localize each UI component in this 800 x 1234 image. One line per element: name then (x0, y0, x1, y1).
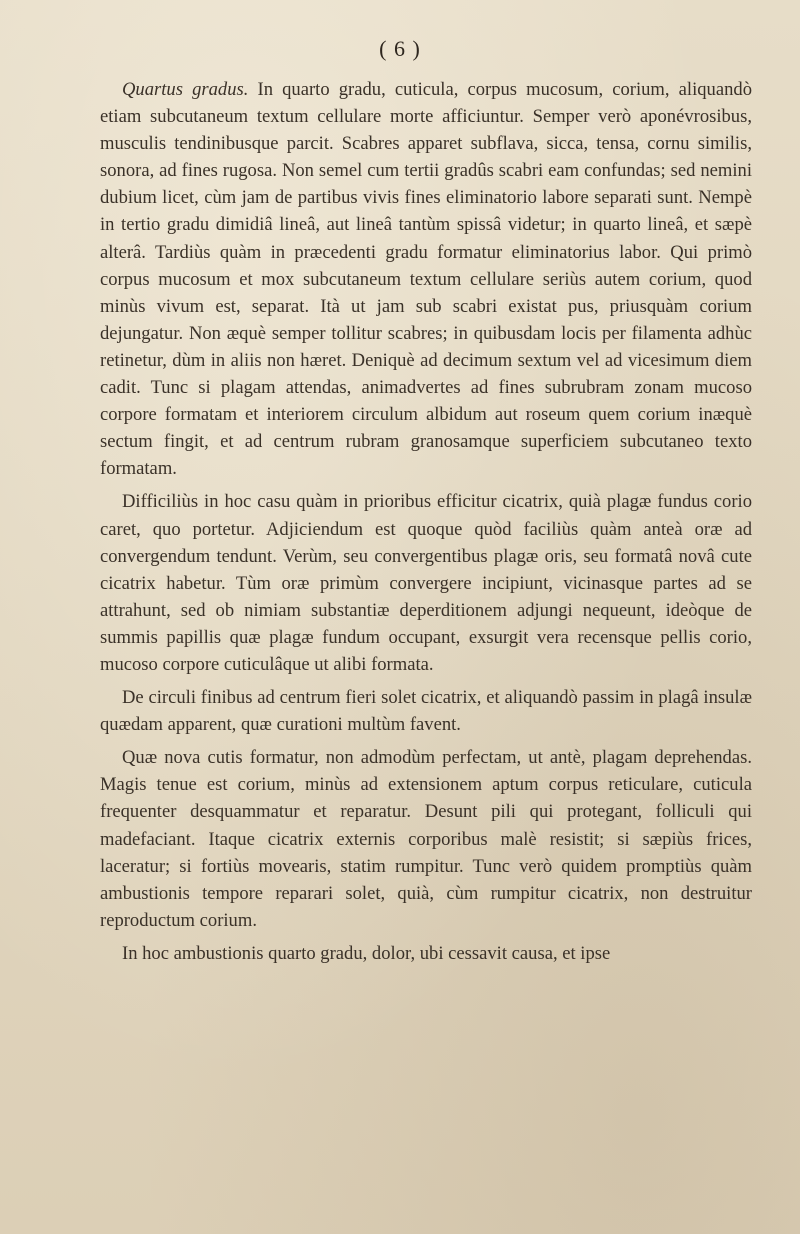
page-number-header: ( 6 ) (379, 36, 421, 61)
paragraph-de-circuli: De circuli finibus ad centrum fieri solet cicatrix, et aliquandò passim in plagâ insulæ quædam apparent, quæ curationi multùm favent. (100, 687, 752, 736)
paragraph-in-hoc-ambustionis: In hoc ambustionis quarto gradu, dolor, ubi cessavit causa, et ipse (122, 942, 611, 964)
section-heading-italic: Quartus gradus. (122, 79, 249, 100)
paragraph-text: In quarto gradu, cuticula, corpus mucosum, corium, aliquandò etiam subcutaneum textum cellulare morte afficiuntur. Semper verò aponévrosibus, musculis tendinibusque parcit. Scabres apparet subflava, sicca, tensa, cornu similis, sonora, ad fines rugosa. Non semel cum tertii gradûs scabri eam confundas; sed nemini dubium licet, cùm jam de partibus vivis fines eliminatorio labore separati sunt. Nempè in tertio gradu dimidiâ lineâ, aut lineâ tantùm spissâ videtur; in quarto lineâ, et sæpè alterâ. Tardiùs quàm in præcedenti gradu formatur eliminatorius labor. Qui primò corpus mucosum et mox subcutaneum textum cellulare seriùs autem corium, quod minùs vivum est, separat. Ità ut jam sub scabri existat pus, priusquàm corium dejungatur. Non æquè semper tollitur scabres; in quibusdam locis per filamenta adhùc retinetur, dùm in aliis non hæret. Deniquè ad decimum sextum vel ad vicesimum diem cadit. Tunc si plagam attendas, animadvertes ad fines subrubram zonam mucoso corpore formatam et interiorem circulum albidum aut roseum quem corium inæquè sectum fingit, et ad centrum rubram granosamque superficiem subcutaneo texto formatam. (100, 79, 752, 480)
paragraph-difficilius: Difficiliùs in hoc casu quàm in prioribus efficitur cicatrix, quià plagæ fundus corio caret, quo portetur. Adjiciendum est quoque quòd faciliùs quàm anteà oræ ad convergendum tendunt. Verùm, seu convergentibus plagæ oris, seu formatâ novâ cute cicatrix habetur. Tùm oræ primùm convergere incipiunt, vicinasque partes ad se attrahunt, sed ob nimiam substantiæ deperditionem adjungi nequeunt, ideòque de summis papillis quæ plagæ fundum occupant, exsurgit vera recensque pellis corio, mucoso corpore cuticulâque ut alibi formata. (100, 491, 752, 675)
paragraph-quae-nova-cutis: Quæ nova cutis formatur, non admodùm perfectam, ut antè, plagam deprehendas. Magis tenue est corium, minùs ad extensionem aptum corpus reticulare, cuticula frequenter desquammatur et reparatur. Desunt pili qui protegant, folliculi qui madefaciant. Itaque cicatrix externis corporibus malè resistit; si sæpiùs frices, laceratur; si fortiùs movearis, statim rumpitur. Tunc verò quidem promptiùs quàm ambustionis tempore reparari solet, quià, cùm rumpitur cicatrix, non destruitur reproductum corium. (100, 747, 752, 931)
paragraph-quartus-gradus (100, 76, 752, 482)
body-text (100, 76, 752, 967)
